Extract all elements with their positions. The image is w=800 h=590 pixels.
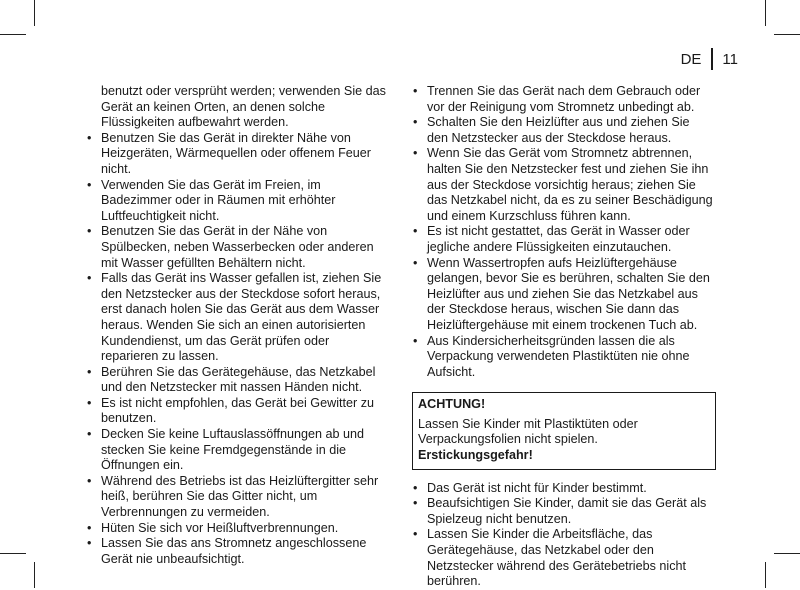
list-item: • Schalten Sie den Heizlüfter aus und ziehen Sie den Netzstecker aus der Steckdose heraus. [412, 115, 714, 146]
list-item: • Verwenden Sie das Gerät im Freien, im Badezimmer oder in Räumen mit erhöhter Luftfeuchtigkeit nicht. [86, 178, 386, 225]
crop-mark-bottom-right-v [765, 562, 766, 588]
warning-text: Lassen Sie Kinder mit Plastiktüten oder Verpackungsfolien nicht spielen. [418, 416, 638, 447]
crop-mark-bottom-left-h [0, 553, 26, 554]
list-item: • Beaufsichtigen Sie Kinder, damit sie das Gerät als Spielzeug nicht benutzen. [412, 496, 714, 527]
warning-box [412, 392, 716, 469]
warning-emphasis: Erstickungsgefahr! [418, 448, 533, 463]
list-item: • Es ist nicht empfohlen, das Gerät bei Gewitter zu benutzen. [86, 396, 386, 427]
list-item: • Lassen Sie das ans Stromnetz angeschlossene Gerät nie unbeaufsichtigt. [86, 536, 386, 567]
warning-body [418, 417, 710, 464]
language-code: DE [680, 50, 702, 68]
list-item: • Wenn Sie das Gerät vom Stromnetz abtrennen, halten Sie den Netzstecker fest und ziehen Sie ihn aus der Steckdose vorsichtig heraus; ziehen Sie das Netzkabel nicht, da es zu seiner Beschädigung und einem Kurzschluss führen kann. [412, 146, 714, 224]
crop-mark-top-right-h [774, 34, 800, 35]
warning-title: ACHTUNG! [418, 397, 486, 412]
list-item: • Trennen Sie das Gerät nach dem Gebrauch oder vor der Reinigung vom Stromnetz unbedingt ab. [412, 84, 714, 115]
header-divider [711, 48, 713, 70]
list-item: • Es ist nicht gestattet, das Gerät in Wasser oder jegliche andere Flüssigkeiten einzutauchen. [412, 224, 714, 255]
list-item: • Benutzen Sie das Gerät in der Nähe von Spülbecken, neben Wasserbecken oder anderen mit Wasser gefüllten Behältern nicht. [86, 224, 386, 271]
list-item: • Wenn Wassertropfen aufs Heizlüftergehäuse gelangen, bevor Sie es berühren, schalten Sie den Heizlüfter aus und ziehen Sie das Netzkabel aus der Steckdose heraus, wischen Sie dann das Heizlüftergehäuse mit einem trockenen Tuch ab. [412, 256, 714, 334]
continuation-text: benutzt oder versprüht werden; verwenden Sie das Gerät an keinen Orten, an denen solche Flüssigkeiten aufbewahrt werden. [101, 84, 386, 130]
left-column [86, 84, 386, 567]
list-item: • Während des Betriebs ist das Heizlüftergitter sehr heiß, berühren Sie das Gitter nicht, um Verbrennungen zu vermeiden. [86, 474, 386, 521]
list-item: • Berühren Sie das Gerätegehäuse, das Netzkabel und den Netzstecker mit nassen Händen nicht. [86, 365, 386, 396]
crop-mark-top-right-v [765, 0, 766, 26]
safety-list-right-bottom [412, 481, 714, 590]
crop-mark-top-left-h [0, 34, 26, 35]
list-item: • Hüten Sie sich vor Heißluftverbrennungen. [86, 521, 386, 537]
list-item: • Benutzen Sie das Gerät in direkter Nähe von Heizgeräten, Wärmequellen oder offenem Feuer nicht. [86, 131, 386, 178]
page-number: 11 [722, 50, 738, 68]
safety-list-left [86, 131, 386, 568]
list-item: • Falls das Gerät ins Wasser gefallen ist, ziehen Sie den Netzstecker aus der Steckdose sofort heraus, erst danach holen Sie das Gerät aus dem Wasser heraus. Wenden Sie sich an einen autorisierten Kundendienst, um das Gerät prüfen oder reparieren zu lassen. [86, 271, 386, 365]
page-header [681, 48, 738, 70]
list-item: • Decken Sie keine Luftauslassöffnungen ab und stecken Sie keine Fremdgegenstände in die Öffnungen ein. [86, 427, 386, 474]
crop-mark-top-left-v [34, 0, 35, 26]
list-item: • Lassen Sie Kinder die Arbeitsfläche, das Gerätegehäuse, das Netzkabel oder den Netzstecker während des Gerätebetriebs nicht berühren. [412, 527, 714, 589]
safety-list-right-top [412, 84, 714, 380]
crop-mark-bottom-right-h [774, 553, 800, 554]
right-column [412, 84, 714, 590]
crop-mark-bottom-left-v [34, 562, 35, 588]
list-item: • Aus Kindersicherheitsgründen lassen die als Verpackung verwendeten Plastiktüten nie ohne Aufsicht. [412, 334, 714, 381]
list-item: • Das Gerät ist nicht für Kinder bestimmt. [412, 481, 714, 497]
